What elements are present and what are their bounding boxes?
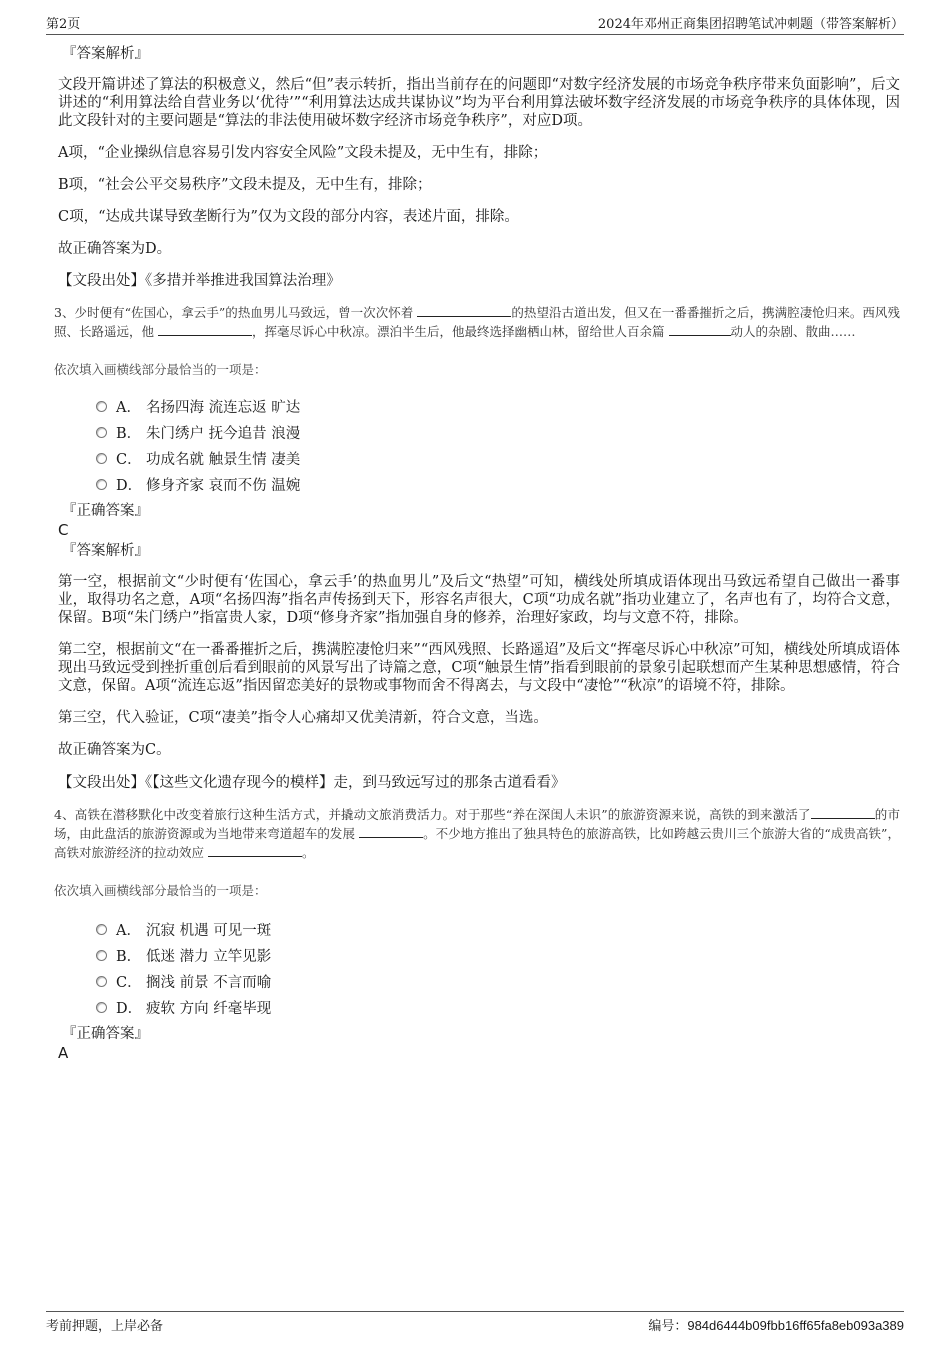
- document-title: 2024年邓州正商集团招聘笔试冲刺题（带答案解析）: [597, 17, 904, 32]
- serial-number: 编号：984d6444b09fbb16ff65fa8eb093a389: [648, 1318, 904, 1334]
- fill-blank: [359, 824, 423, 838]
- page-content: [54, 44, 900, 1062]
- page-header: [46, 12, 904, 35]
- analysis-paragraph: 故正确答案为C。: [58, 742, 171, 758]
- fill-blank: [669, 322, 731, 336]
- question-3-text: 3、少时便有“佐国心，拿云手”的热血男儿马致远，曾一次次怀着 的热望沿古道出发，但又在一番番摧折之后，携满腔凄怆归来。西风残照、长路遥远，他 ，挥毫尽诉心中秋凉。漂泊半生后，他最终选择幽栖山林，留给世人百余篇 动人的杂剧、散曲……: [54, 305, 900, 339]
- analysis-paragraph: 第二空，根据前文“在一番番摧折之后，携满腔凄怆归来”“西风残照、长路遥迢”及后文“挥毫尽诉心中秋凉”可知，横线处所填成语体现出马致远受到挫折重创后看到眼前的风景写出了诗篇之意，C项“触景生情”指看到眼前的景象引起联想而产生某种思想感情，符合文意，保留。A项“流连忘返”指因留恋美好的景物或事物而舍不得离去，与文段中“凄怆”“秋凉”的语境不符，排除。: [58, 642, 900, 694]
- analysis-paragraph: 文段开篇讲述了算法的积极意义，然后“但”表示转折，指出当前存在的问题即“对数字经济发展的市场竞争秩序带来负面影响”，后文讲述的“利用算法给自营业务以‘优待’”“利用算法达成共谋协议”均为平台利用算法破坏数字经济发展的市场竞争秩序的具体体现，因此文段针对的主要问题是“算法的非法使用破坏数字经济市场竞争秩序”，对应D项。: [58, 77, 900, 129]
- option-a[interactable]: A． 名扬四海 流连忘返 旷达: [96, 393, 900, 419]
- analysis-label: 『答案解析』: [62, 543, 149, 559]
- radio-icon[interactable]: [96, 479, 107, 490]
- radio-icon[interactable]: [96, 401, 107, 412]
- analysis-paragraph: C项，“达成共谋导致垄断行为”仅为文段的部分内容，表述片面，排除。: [58, 209, 519, 225]
- question-prompt: 依次填入画横线部分最恰当的一项是：: [54, 362, 267, 377]
- correct-answer-label: 『正确答案』: [62, 1026, 149, 1042]
- option-b[interactable]: B． 低迷 潜力 立竿见影: [96, 942, 900, 968]
- correct-answer: C: [58, 521, 69, 539]
- option-d[interactable]: D． 修身齐家 哀而不伤 温婉: [96, 471, 900, 497]
- option-b[interactable]: B． 朱门绣户 抚今追昔 浪漫: [96, 419, 900, 445]
- footer-slogan: 考前押题，上岸必备: [46, 1319, 164, 1334]
- question-4-text: 4、高铁在潜移默化中改变着旅行这种生活方式，并撬动文旅消费活力。对于那些“养在深闺人未识”的旅游资源来说，高铁的到来激活了 的市场，由此盘活的旅游资源或为当地带来弯道超车的发展 。不少地方推出了独具特色的旅游高铁，比如跨越云贵川三个旅游大省的“成贵高铁”，高铁对旅游经济的拉动效应 。: [54, 807, 900, 860]
- option-d[interactable]: D． 疲软 方向 纤毫毕现: [96, 994, 900, 1020]
- page-number: 第2页: [46, 17, 81, 32]
- analysis-paragraph: 第一空，根据前文“少时便有‘佐国心，拿云手’的热血男儿”及后文“热望”可知，横线处所填成语体现出马致远希望自己做出一番事业，取得功名之意，A项“名扬四海”指名声传扬到天下，形容名声很大，C项“功成名就”指功业建立了，名声也有了，均符合文意，保留。B项“朱门绣户”指富贵人家，D项“修身齐家”指加强自身的修养，治理好家政，均与文意不符，排除。: [58, 574, 900, 626]
- correct-answer-label: 『正确答案』: [62, 503, 149, 519]
- fill-blank: [811, 805, 875, 819]
- analysis-paragraph: B项，“社会公平交易秩序”文段未提及，无中生有，排除；: [58, 177, 432, 193]
- fill-blank: [417, 303, 511, 317]
- radio-icon[interactable]: [96, 924, 107, 935]
- option-c[interactable]: C． 功成名就 触景生情 凄美: [96, 445, 900, 471]
- source-citation: 【文段出处】《多措并举推进我国算法治理》: [58, 273, 341, 289]
- radio-icon[interactable]: [96, 453, 107, 464]
- radio-icon[interactable]: [96, 1002, 107, 1013]
- fill-blank: [158, 322, 252, 336]
- fill-blank: [208, 843, 302, 857]
- question-4-options: [96, 916, 900, 1020]
- option-a[interactable]: A． 沉寂 机遇 可见一斑: [96, 916, 900, 942]
- analysis-paragraph: 第三空，代入验证，C项“凄美”指令人心痛却又优美清新，符合文意，当选。: [58, 710, 548, 726]
- radio-icon[interactable]: [96, 976, 107, 987]
- analysis-label: 『答案解析』: [62, 46, 149, 62]
- option-c[interactable]: C． 搁浅 前景 不言而喻: [96, 968, 900, 994]
- question-3-options: [96, 393, 900, 497]
- correct-answer: A: [58, 1044, 69, 1062]
- page-footer: [46, 1311, 904, 1335]
- question-prompt: 依次填入画横线部分最恰当的一项是：: [54, 883, 267, 898]
- radio-icon[interactable]: [96, 950, 107, 961]
- analysis-paragraph: A项，“企业操纵信息容易引发内容安全风险”文段未提及，无中生有，排除；: [58, 145, 548, 161]
- radio-icon[interactable]: [96, 427, 107, 438]
- analysis-paragraph: 故正确答案为D。: [58, 241, 172, 257]
- source-citation: 【文段出处】《【这些文化遗存现今的模样】走，到马致远写过的那条古道看看》: [58, 775, 566, 791]
